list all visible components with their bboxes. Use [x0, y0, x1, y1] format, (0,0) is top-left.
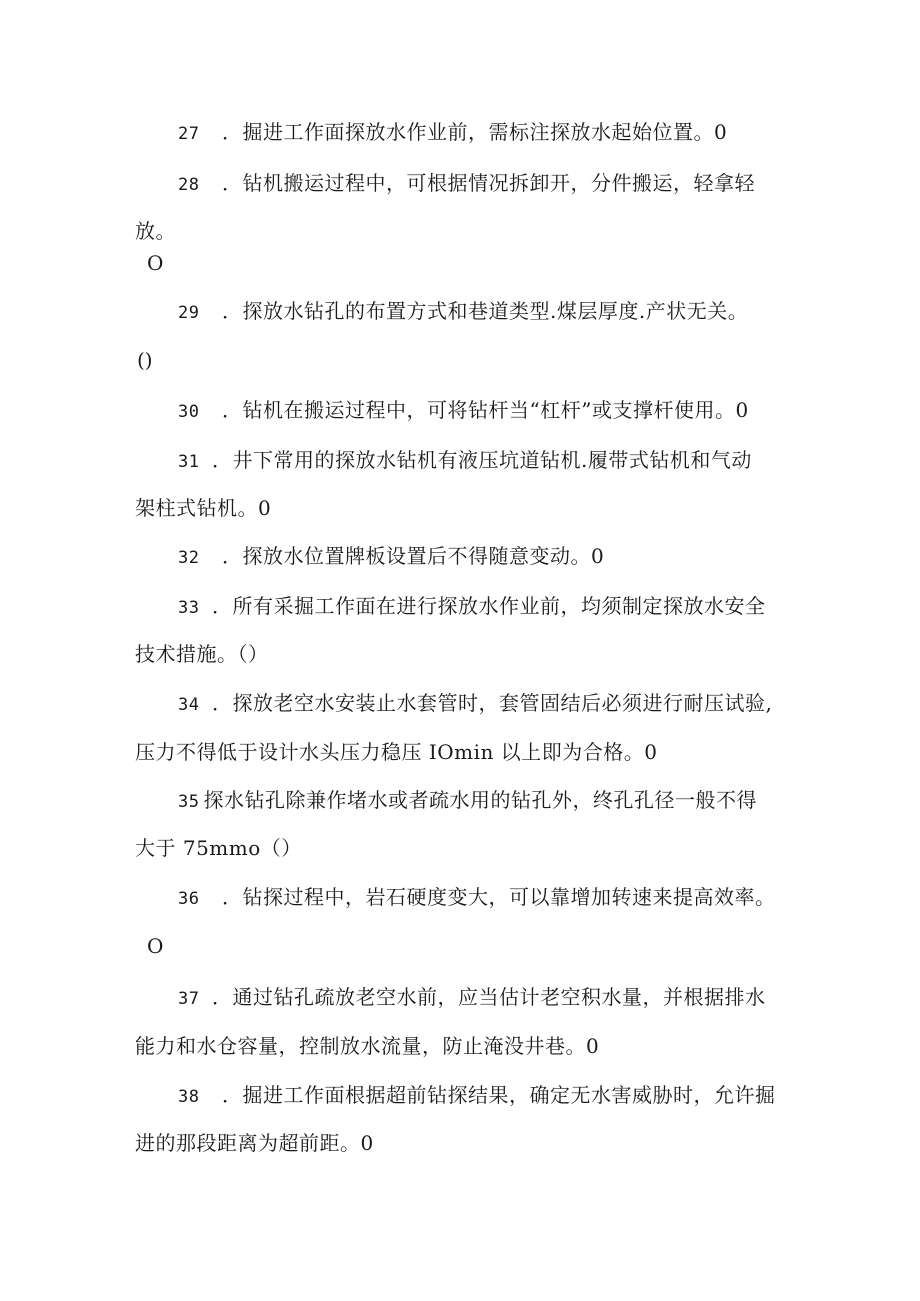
question-number: 32 [178, 548, 200, 568]
question-text: ．探放水位置牌板设置后不得随意变动。0 [222, 544, 605, 568]
question-number: 28 [178, 175, 200, 195]
question-27 [178, 119, 727, 147]
question-text: 探水钻孔除兼作堵水或者疏水用的钻孔外，终孔孔径一般不得 [203, 788, 757, 812]
answer-mark: O [147, 934, 164, 958]
question-number: 33 [178, 598, 200, 618]
question-29 [178, 298, 748, 326]
question-number: 30 [178, 402, 200, 422]
question-31-continuation: 架柱式钻机。0 [135, 496, 272, 520]
question-31 [178, 447, 752, 475]
answer-mark: () [137, 348, 153, 372]
question-36 [178, 884, 776, 912]
question-number: 27 [178, 124, 200, 144]
question-number: 35 [178, 792, 200, 812]
question-number: 36 [178, 889, 200, 909]
question-text: ．钻机搬运过程中，可根据情况拆卸开，分件搬运，轻拿轻 [222, 171, 755, 195]
answer-mark: O [147, 251, 164, 275]
question-34 [178, 690, 772, 718]
question-35 [178, 787, 757, 815]
question-33-continuation: 技术措施。（） [135, 642, 269, 666]
question-38 [178, 1082, 776, 1110]
question-text: ．所有采掘工作面在进行探放水作业前，均须制定探放水安全 [212, 594, 766, 618]
question-number: 34 [178, 695, 200, 715]
question-number: 37 [178, 989, 200, 1009]
question-34-continuation: 压力不得低于设计水头压力稳压 IOmin 以上即为合格。0 [135, 740, 658, 764]
question-32 [178, 543, 604, 571]
question-text: ．掘进工作面根据超前钻探结果，确定无水害威胁时，允许掘 [222, 1083, 776, 1107]
question-text: ．井下常用的探放水钻机有液压坑道钻机.履带式钻机和气动 [212, 448, 752, 472]
question-text: ．通过钻孔疏放老空水前，应当估计老空积水量，并根据排水 [212, 985, 766, 1009]
question-28 [178, 170, 755, 198]
question-number: 29 [178, 303, 200, 323]
question-28-continuation: 放。 [135, 219, 176, 243]
question-37-continuation: 能力和水仓容量，控制放水流量，防止淹没井巷。0 [135, 1034, 600, 1058]
question-text: ．探放水钻孔的布置方式和巷道类型.煤层厚度.产状无关。 [222, 299, 749, 323]
question-number: 38 [178, 1087, 200, 1107]
question-text: ．钻机在搬运过程中，可将钻杆当“杠杆”或支撑杆使用。0 [222, 398, 749, 422]
question-38-continuation: 进的那段距离为超前距。0 [135, 1131, 374, 1155]
question-35-continuation: 大于 75mmo（） [135, 836, 302, 860]
question-33 [178, 593, 766, 621]
question-37 [178, 984, 766, 1012]
question-number: 31 [178, 452, 200, 472]
question-30 [178, 397, 749, 425]
question-text: ．掘进工作面探放水作业前，需标注探放水起始位置。0 [222, 120, 728, 144]
question-text: ．钻探过程中，岩石硬度变大，可以靠增加转速来提高效率。 [222, 885, 776, 909]
question-text: ．探放老空水安装止水套管时，套管固结后必须进行耐压试验, [212, 691, 773, 715]
